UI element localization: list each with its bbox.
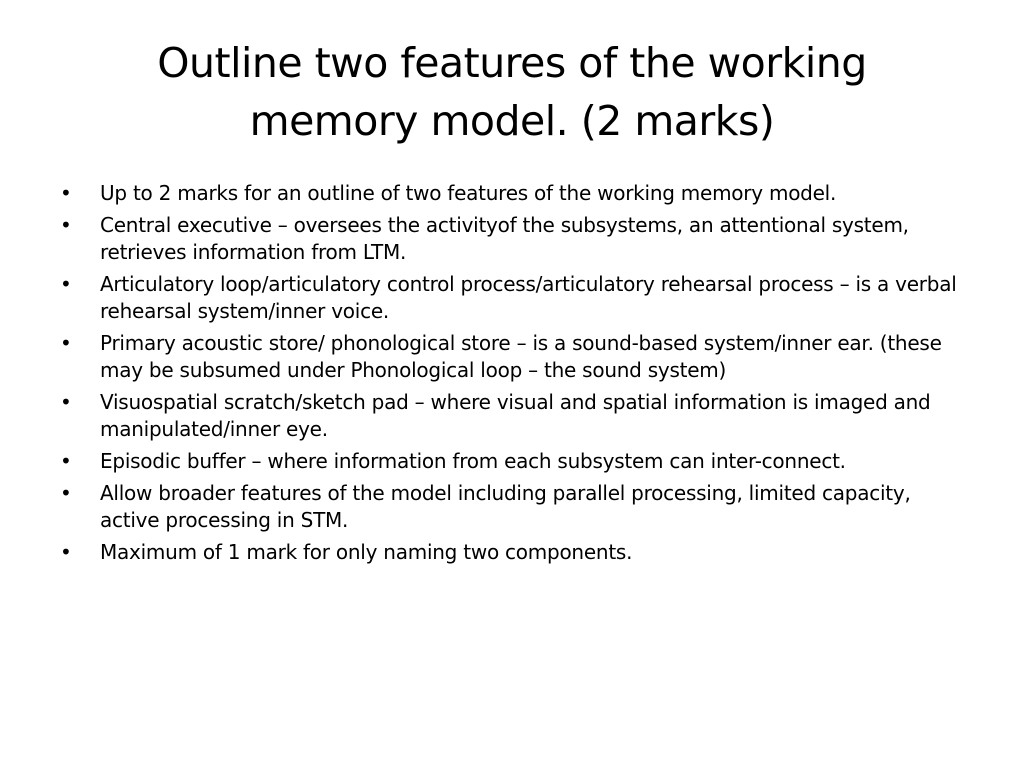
bullet-text: Articulatory loop/articulatory control process/articulatory rehearsal process – is a verbal rehearsal system/inner voice. xyxy=(100,272,957,323)
bullet-text: Visuospatial scratch/sketch pad – where visual and spatial information is imaged and manipulated/inner eye. xyxy=(100,390,931,441)
bullet-dot-icon: • xyxy=(60,272,72,296)
bullet-text: Maximum of 1 mark for only naming two components. xyxy=(100,540,633,564)
bullet-item xyxy=(0,330,1024,384)
bullet-dot-icon: • xyxy=(60,540,72,564)
slide-title: Outline two features of the working memory model. (2 marks) xyxy=(157,39,867,146)
bullet-dot-icon: • xyxy=(60,331,72,355)
bullet-item xyxy=(0,180,1024,207)
bullet-item xyxy=(0,448,1024,475)
bullet-text: Primary acoustic store/ phonological store – is a sound-based system/inner ear. (these may be subsumed under Phonological loop – the sound system) xyxy=(100,331,942,382)
bullet-list xyxy=(0,180,1024,571)
bullet-dot-icon: • xyxy=(60,449,72,473)
bullet-text: Up to 2 marks for an outline of two features of the working memory model. xyxy=(100,181,837,205)
bullet-item xyxy=(0,212,1024,266)
bullet-dot-icon: • xyxy=(60,390,72,414)
bullet-dot-icon: • xyxy=(60,181,72,205)
bullet-dot-icon: • xyxy=(60,481,72,505)
bullet-item xyxy=(0,539,1024,566)
bullet-item xyxy=(0,389,1024,443)
bullet-text: Episodic buffer – where information from each subsystem can inter-connect. xyxy=(100,449,846,473)
bullet-item xyxy=(0,271,1024,325)
bullet-dot-icon: • xyxy=(60,213,72,237)
bullet-item xyxy=(0,480,1024,534)
bullet-text: Allow broader features of the model including parallel processing, limited capacity, active processing in STM. xyxy=(100,481,911,532)
bullet-text: Central executive – oversees the activityof the subsystems, an attentional system, retrieves information from LTM. xyxy=(100,213,909,264)
